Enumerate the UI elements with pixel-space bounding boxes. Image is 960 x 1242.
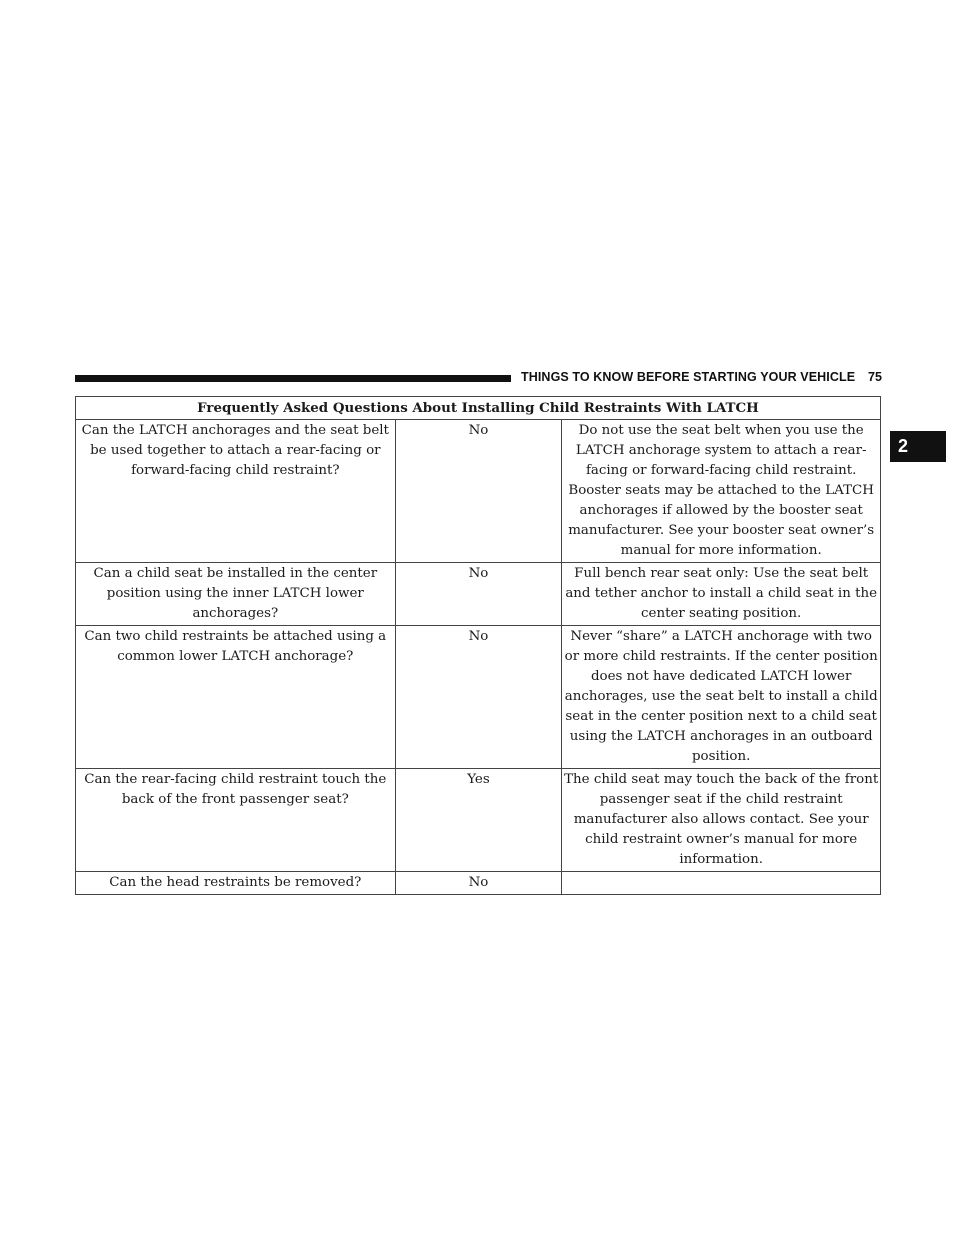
question-cell: Can the LATCH anchorages and the seat belt be used together to attach a rear-facing or forward-facing child restraint?: [76, 420, 396, 563]
table-title-row: [76, 397, 881, 420]
answer-cell: No: [395, 563, 562, 626]
table-row: [76, 563, 881, 626]
note-cell: The child seat may touch the back of the front passenger seat if the child restraint manufacturer also allows contact. See your child restraint owner’s manual for more information.: [562, 769, 881, 872]
note-cell: Full bench rear seat only: Use the seat belt and tether anchor to install a child seat in the center seating position.: [562, 563, 881, 626]
answer-cell: No: [395, 872, 562, 895]
running-header-title: THINGS TO KNOW BEFORE STARTING YOUR VEHICLE: [521, 370, 856, 384]
table-row: [76, 872, 881, 895]
note-cell: Do not use the seat belt when you use the LATCH anchorage system to attach a rear-facing or forward-facing child restraint. Booster seats may be attached to the LATCH anchorages if allowed by the booster seat manufacturer. See your booster seat owner’s manual for more information.: [562, 420, 881, 563]
latch-faq-table: [75, 396, 881, 895]
answer-cell: No: [395, 420, 562, 563]
note-cell: Never “share” a LATCH anchorage with two or more child restraints. If the center position does not have dedicated LATCH lower anchorages, use the seat belt to install a child seat in the center position next to a child seat using the LATCH anchorages in an outboard position.: [562, 626, 881, 769]
table-row: [76, 626, 881, 769]
question-cell: Can two child restraints be attached using a common lower LATCH anchorage?: [76, 626, 396, 769]
header-rule-bar: [75, 375, 511, 382]
page-number: 75: [868, 370, 882, 384]
table-row: [76, 420, 881, 563]
note-cell: [562, 872, 881, 895]
question-cell: Can the head restraints be removed?: [76, 872, 396, 895]
chapter-tab: 2: [890, 431, 946, 462]
answer-cell: No: [395, 626, 562, 769]
question-cell: Can the rear-facing child restraint touch the back of the front passenger seat?: [76, 769, 396, 872]
table-title: Frequently Asked Questions About Installing Child Restraints With LATCH: [76, 397, 881, 420]
table-row: [76, 769, 881, 872]
answer-cell: Yes: [395, 769, 562, 872]
question-cell: Can a child seat be installed in the center position using the inner LATCH lower anchorages?: [76, 563, 396, 626]
